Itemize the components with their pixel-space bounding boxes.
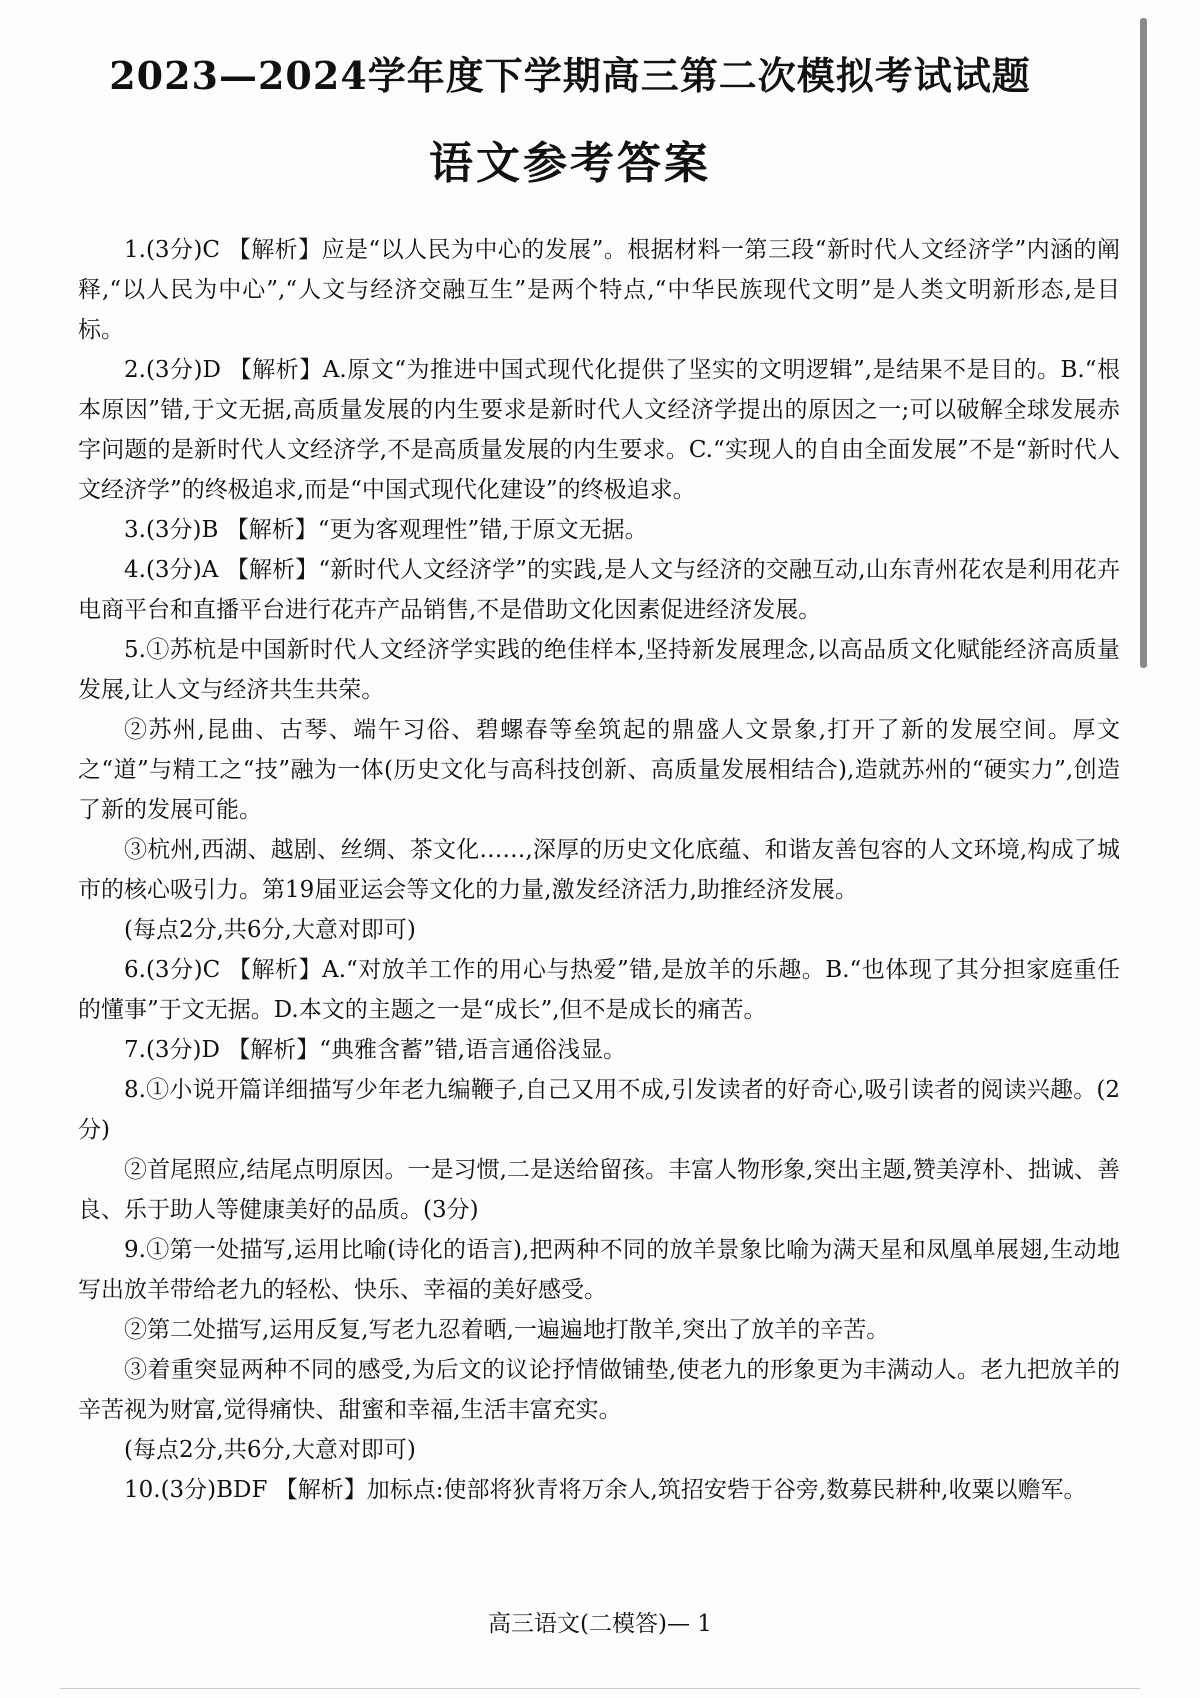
answer-paragraph: 4.(3分)A 【解析】“新时代人文经济学”的实践,是人文与经济的交融互动,山东青州花农是利用花卉电商平台和直播平台进行花卉产品销售,不是借助文化因素促进经济发展。 <box>78 557 1120 623</box>
answer-body <box>78 230 1120 1600</box>
scoring-note: (每点2分,共6分,大意对即可) <box>124 917 416 943</box>
answer-paragraph: 1.(3分)C 【解析】应是“以人民为中心的发展”。根据材料一第三段“新时代人文经济学”内涵的阐释,“以人民为中心”,“人文与经济交融互生”是两个特点,“中华民族现代文明”是人类文明新形态,是目标。 <box>78 237 1120 343</box>
answer-paragraph: 5.①苏杭是中国新时代人文经济学实践的绝佳样本,坚持新发展理念,以高品质文化赋能经济高质量发展,让人文与经济共生共荣。 <box>78 637 1120 703</box>
answer-paragraph: 8.①小说开篇详细描写少年老九编鞭子,自己又用不成,引发读者的好奇心,吸引读者的阅读兴趣。(2分) <box>78 1077 1120 1143</box>
answer-paragraph: ②第二处描写,运用反复,写老九忍着晒,一遍遍地打散羊,突出了放羊的辛苦。 <box>124 1317 890 1343</box>
answer-paragraph: 9.①第一处描写,运用比喻(诗化的语言),把两种不同的放羊景象比喻为满天星和凤凰单展翅,生动地写出放羊带给老九的轻松、快乐、幸福的美好感受。 <box>78 1237 1120 1303</box>
scoring-note: (每点2分,共6分,大意对即可) <box>124 1437 416 1463</box>
answer-paragraph: 6.(3分)C 【解析】A.“对放羊工作的用心与热爱”错,是放羊的乐趣。B.“也体现了其分担家庭重任的懂事”于文无据。D.本文的主题之一是“成长”,但不是成长的痛苦。 <box>78 957 1120 1023</box>
answer-paragraph: 2.(3分)D 【解析】A.原文“为推进中国式现代化提供了坚实的文明逻辑”,是结果不是目的。B.“根本原因”错,于文无据,高质量发展的内生要求是新时代人文经济学提出的原因之一;可以破解全球发展赤字问题的是新时代人文经济学,不是高质量发展的内生要求。C.“实现人的自由全面发展”不是“新时代人文经济学”的终极追求,而是“中国式现代化建设”的终极追求。 <box>78 357 1120 503</box>
answer-paragraph: 7.(3分)D 【解析】“典雅含蓄”错,语言通俗浅显。 <box>124 1037 627 1063</box>
answer-key-heading: 语文参考答案 <box>429 138 711 189</box>
answer-paragraph: 3.(3分)B 【解析】“更为客观理性”错,于原文无据。 <box>124 517 648 543</box>
answer-paragraph: ②首尾照应,结尾点明原因。一是习惯,二是送给留孩。丰富人物形象,突出主题,赞美淳朴、拙诚、善良、乐于助人等健康美好的品质。(3分) <box>78 1157 1120 1223</box>
answer-paragraph: ③着重突显两种不同的感受,为后文的议论抒情做铺垫,使老九的形象更为丰满动人。老九把放羊的辛苦视为财富,觉得痛快、甜蜜和幸福,生活丰富充实。 <box>78 1357 1120 1423</box>
answer-paragraph: 10.(3分)BDF 【解析】加标点:使部将狄青将万余人,筑招安砦于谷旁,数募民耕种,收粟以赡军。 <box>124 1477 1087 1503</box>
exam-title: 2023—2024学年度下学期高三第二次模拟考试试题 <box>109 53 1031 98</box>
answer-paragraph: ②苏州,昆曲、古琴、端午习俗、碧螺春等垒筑起的鼎盛人文景象,打开了新的发展空间。厚文之“道”与精工之“技”融为一体(历史文化与高科技创新、高质量发展相结合),造就苏州的“硬实力”,创造了新的发展可能。 <box>78 717 1120 823</box>
vertical-scrollbar[interactable] <box>1140 18 1147 668</box>
answer-paragraph: ③杭州,西湖、越剧、丝绸、茶文化……,深厚的历史文化底蕴、和谐友善包容的人文环境,构成了城市的核心吸引力。第19届亚运会等文化的力量,激发经济活力,助推经济发展。 <box>78 837 1120 903</box>
page-footer: 高三语文(二模答)— 1 <box>488 1611 712 1637</box>
bottom-divider <box>60 1688 1140 1689</box>
